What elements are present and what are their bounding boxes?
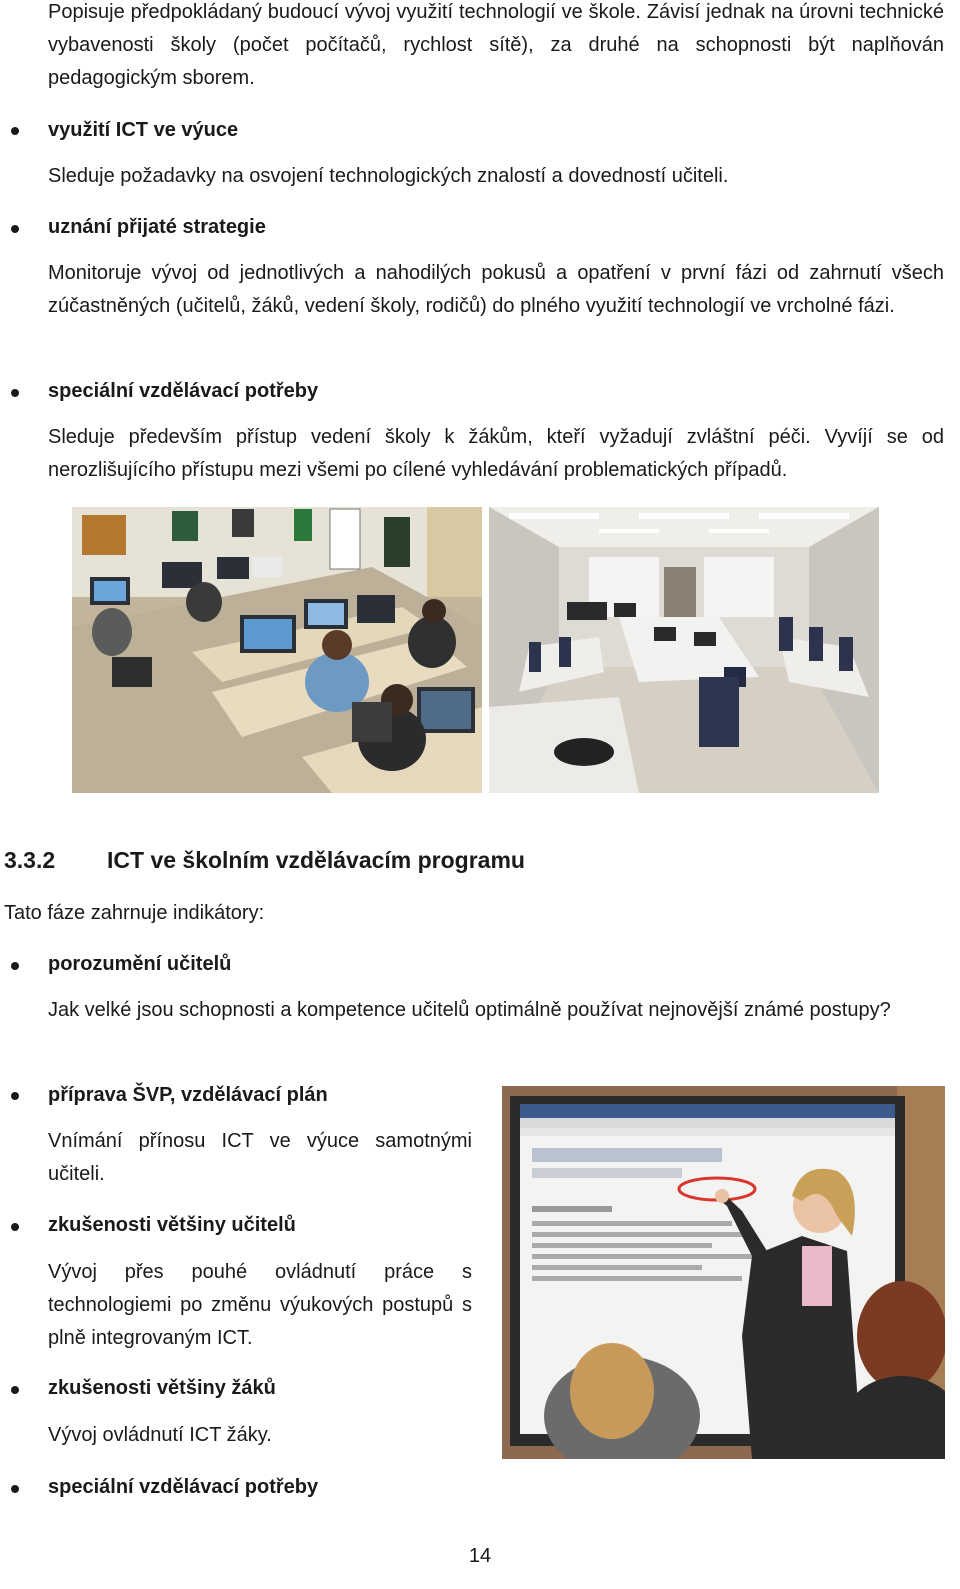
empty-computer-classroom-photo: [489, 507, 879, 793]
page-number: 14: [468, 1545, 492, 1567]
computer-lab-students-photo: [72, 507, 482, 793]
bullet-body-ict-use: Sleduje požadavky na osvojení technologických znalostí a dovedností učiteli.: [48, 165, 729, 187]
section-title: ICT ve školním vzdělávacím programu: [107, 847, 525, 873]
bullet-dot: [11, 1223, 19, 1231]
bullet-title-teacher-experience: zkušenosti většiny učitelů: [48, 1214, 296, 1236]
bullet-title-special-needs-2: speciální vzdělávací potřeby: [48, 1476, 319, 1498]
bullet-body-svp-plan: Vnímání přínosu ICT ve výuce samotnými učiteli.: [48, 1130, 472, 1185]
intro-paragraph: Popisuje předpokládaný budoucí vývoj využití technologií ve škole. Závisí jednak na úrovni technické vybavenosti školy (počet počítačů, rychlost sítě), za druhé na schopnosti být naplňován pedagogickým sborem.: [48, 1, 944, 89]
bullet-dot: [11, 225, 19, 233]
bullet-title-ict-use: využití ICT ve výuce: [48, 119, 239, 141]
bullet-title-svp-plan: příprava ŠVP, vzdělávací plán: [48, 1084, 328, 1106]
bullet-title-special-needs: speciální vzdělávací potřeby: [48, 380, 319, 402]
bullet-body-teacher-understanding: Jak velké jsou schopnosti a kompetence učitelů optimálně používat nejnovější známé postupy?: [48, 999, 891, 1021]
bullet-title-teacher-understanding: porozumění učitelů: [48, 953, 232, 975]
bullet-body-special-needs: Sleduje především přístup vedení školy k žákům, kteří vyžadují zvláštní péči. Vyvíjí se od nerozlišujícího přístupu mezi všemi po cílené vyhledávání problematických případů.: [48, 426, 944, 481]
bullet-dot: [11, 127, 19, 135]
bullet-dot: [11, 962, 19, 970]
bullet-body-strategy: Monitoruje vývoj od jednotlivých a nahodilých pokusů a opatření v první fázi od zahrnutí všech zúčastněných (učitelů, žáků, vedení školy, rodičů) do plného využití technologií ve vrcholné fázi.: [48, 262, 944, 317]
bullet-dot: [11, 389, 19, 397]
bullet-body-student-experience: Vývoj ovládnutí ICT žáky.: [48, 1424, 272, 1446]
bullet-title-strategy: uznání přijaté strategie: [48, 216, 266, 238]
section-intro: Tato fáze zahrnuje indikátory:: [4, 902, 265, 924]
bullet-dot: [11, 1092, 19, 1100]
bullet-dot: [11, 1386, 19, 1394]
bullet-dot: [11, 1485, 19, 1493]
section-number: 3.3.2: [4, 847, 56, 873]
teacher-interactive-whiteboard-photo: [502, 1086, 945, 1459]
bullet-body-teacher-experience: Vývoj přes pouhé ovládnutí práce s technologiemi po změnu výukových postupů s plně integrovaným ICT.: [48, 1261, 472, 1349]
bullet-title-student-experience: zkušenosti většiny žáků: [48, 1377, 276, 1399]
